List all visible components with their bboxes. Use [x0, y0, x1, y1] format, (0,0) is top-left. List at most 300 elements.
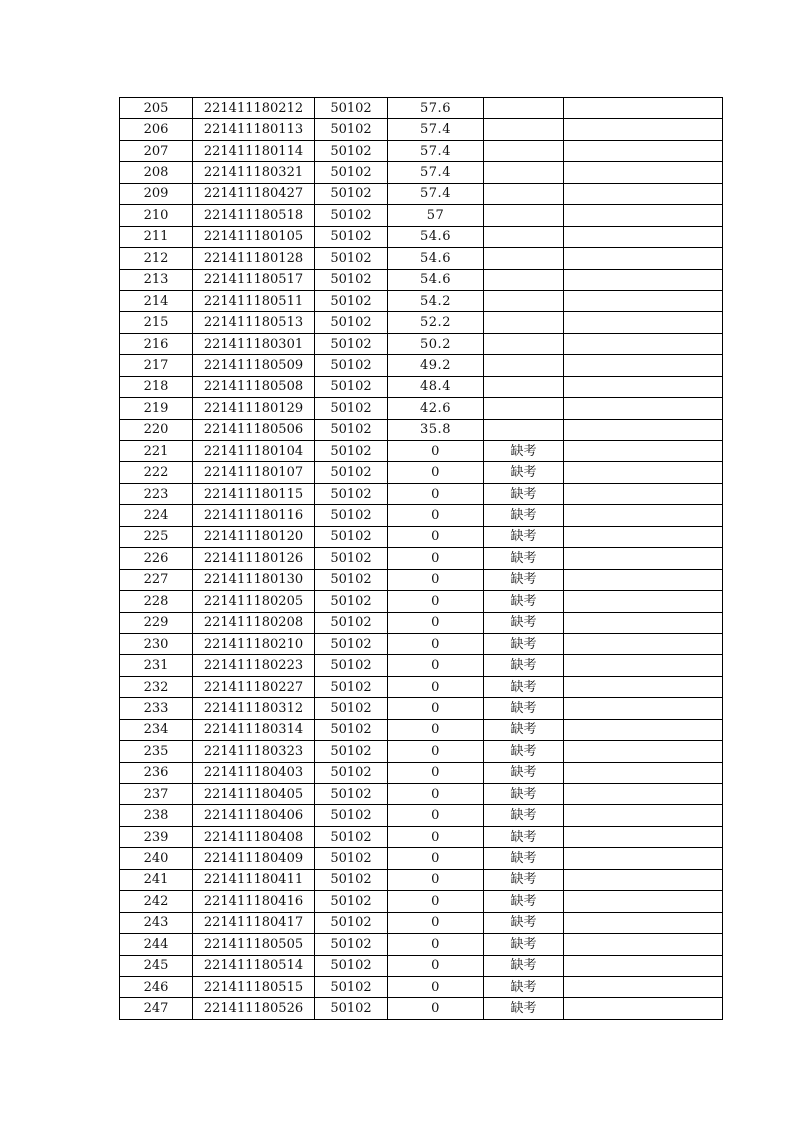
seq-number-cell: 216	[120, 333, 193, 354]
remark-cell: 缺考	[484, 655, 564, 676]
score-cell: 54.6	[388, 226, 484, 247]
remark-cell: 缺考	[484, 869, 564, 890]
candidate-id-cell: 221411180517	[193, 269, 315, 290]
score-cell: 0	[388, 741, 484, 762]
score-cell: 0	[388, 762, 484, 783]
remark-cell	[484, 419, 564, 440]
score-cell: 0	[388, 826, 484, 847]
table-row	[120, 826, 723, 847]
remark-cell: 缺考	[484, 741, 564, 762]
remark-cell	[484, 355, 564, 376]
exam-code-cell: 50102	[315, 719, 388, 740]
blank-cell	[564, 333, 723, 354]
blank-cell	[564, 869, 723, 890]
seq-number-cell: 219	[120, 398, 193, 419]
candidate-id-cell: 221411180417	[193, 912, 315, 933]
table-row	[120, 526, 723, 547]
exam-code-cell: 50102	[315, 826, 388, 847]
candidate-id-cell: 221411180411	[193, 869, 315, 890]
seq-number-cell: 237	[120, 784, 193, 805]
table-row	[120, 719, 723, 740]
blank-cell	[564, 741, 723, 762]
table-row	[120, 248, 723, 269]
score-table	[119, 97, 723, 1020]
remark-cell: 缺考	[484, 591, 564, 612]
candidate-id-cell: 221411180427	[193, 183, 315, 204]
candidate-id-cell: 221411180227	[193, 676, 315, 697]
exam-code-cell: 50102	[315, 869, 388, 890]
remark-cell: 缺考	[484, 505, 564, 526]
exam-code-cell: 50102	[315, 98, 388, 119]
exam-code-cell: 50102	[315, 569, 388, 590]
seq-number-cell: 223	[120, 483, 193, 504]
table-row	[120, 269, 723, 290]
score-cell: 0	[388, 998, 484, 1019]
seq-number-cell: 206	[120, 119, 193, 140]
seq-number-cell: 220	[120, 419, 193, 440]
remark-cell: 缺考	[484, 848, 564, 869]
blank-cell	[564, 762, 723, 783]
remark-cell	[484, 333, 564, 354]
exam-code-cell: 50102	[315, 333, 388, 354]
exam-code-cell: 50102	[315, 441, 388, 462]
score-cell: 42.6	[388, 398, 484, 419]
score-cell: 0	[388, 784, 484, 805]
remark-cell: 缺考	[484, 526, 564, 547]
exam-code-cell: 50102	[315, 140, 388, 161]
blank-cell	[564, 312, 723, 333]
seq-number-cell: 231	[120, 655, 193, 676]
remark-cell	[484, 290, 564, 311]
seq-number-cell: 225	[120, 526, 193, 547]
blank-cell	[564, 205, 723, 226]
score-cell: 0	[388, 548, 484, 569]
score-cell: 57	[388, 205, 484, 226]
seq-number-cell: 241	[120, 869, 193, 890]
seq-number-cell: 230	[120, 633, 193, 654]
candidate-id-cell: 221411180104	[193, 441, 315, 462]
table-row	[120, 183, 723, 204]
remark-cell: 缺考	[484, 633, 564, 654]
candidate-id-cell: 221411180405	[193, 784, 315, 805]
seq-number-cell: 233	[120, 698, 193, 719]
seq-number-cell: 238	[120, 805, 193, 826]
seq-number-cell: 232	[120, 676, 193, 697]
remark-cell	[484, 269, 564, 290]
table-row	[120, 569, 723, 590]
remark-cell	[484, 98, 564, 119]
exam-code-cell: 50102	[315, 248, 388, 269]
seq-number-cell: 243	[120, 912, 193, 933]
table-row	[120, 848, 723, 869]
blank-cell	[564, 290, 723, 311]
score-table-page	[119, 97, 716, 1020]
table-row	[120, 891, 723, 912]
table-row	[120, 869, 723, 890]
blank-cell	[564, 140, 723, 161]
blank-cell	[564, 998, 723, 1019]
table-row	[120, 333, 723, 354]
table-row	[120, 119, 723, 140]
seq-number-cell: 208	[120, 162, 193, 183]
score-cell: 0	[388, 569, 484, 590]
exam-code-cell: 50102	[315, 976, 388, 997]
score-cell: 0	[388, 869, 484, 890]
candidate-id-cell: 221411180120	[193, 526, 315, 547]
blank-cell	[564, 269, 723, 290]
score-cell: 57.6	[388, 98, 484, 119]
table-row	[120, 784, 723, 805]
seq-number-cell: 235	[120, 741, 193, 762]
score-cell: 0	[388, 676, 484, 697]
blank-cell	[564, 912, 723, 933]
table-row	[120, 698, 723, 719]
table-row	[120, 762, 723, 783]
candidate-id-cell: 221411180408	[193, 826, 315, 847]
seq-number-cell: 247	[120, 998, 193, 1019]
remark-cell: 缺考	[484, 762, 564, 783]
candidate-id-cell: 221411180526	[193, 998, 315, 1019]
blank-cell	[564, 934, 723, 955]
seq-number-cell: 214	[120, 290, 193, 311]
blank-cell	[564, 805, 723, 826]
table-row	[120, 976, 723, 997]
exam-code-cell: 50102	[315, 912, 388, 933]
exam-code-cell: 50102	[315, 848, 388, 869]
seq-number-cell: 211	[120, 226, 193, 247]
table-row	[120, 290, 723, 311]
remark-cell: 缺考	[484, 548, 564, 569]
remark-cell: 缺考	[484, 698, 564, 719]
score-cell: 49.2	[388, 355, 484, 376]
remark-cell	[484, 162, 564, 183]
remark-cell: 缺考	[484, 784, 564, 805]
score-cell: 0	[388, 891, 484, 912]
exam-code-cell: 50102	[315, 526, 388, 547]
seq-number-cell: 240	[120, 848, 193, 869]
table-row	[120, 741, 723, 762]
candidate-id-cell: 221411180210	[193, 633, 315, 654]
blank-cell	[564, 505, 723, 526]
seq-number-cell: 218	[120, 376, 193, 397]
table-row	[120, 805, 723, 826]
blank-cell	[564, 891, 723, 912]
seq-number-cell: 215	[120, 312, 193, 333]
exam-code-cell: 50102	[315, 741, 388, 762]
table-row	[120, 462, 723, 483]
exam-code-cell: 50102	[315, 784, 388, 805]
score-cell: 57.4	[388, 140, 484, 161]
table-row	[120, 162, 723, 183]
exam-code-cell: 50102	[315, 955, 388, 976]
candidate-id-cell: 221411180223	[193, 655, 315, 676]
score-cell: 0	[388, 591, 484, 612]
blank-cell	[564, 698, 723, 719]
score-cell: 0	[388, 976, 484, 997]
candidate-id-cell: 221411180129	[193, 398, 315, 419]
remark-cell	[484, 312, 564, 333]
score-cell: 50.2	[388, 333, 484, 354]
blank-cell	[564, 441, 723, 462]
table-row	[120, 226, 723, 247]
remark-cell: 缺考	[484, 976, 564, 997]
exam-code-cell: 50102	[315, 376, 388, 397]
table-row	[120, 312, 723, 333]
table-row	[120, 441, 723, 462]
remark-cell: 缺考	[484, 719, 564, 740]
score-cell: 35.8	[388, 419, 484, 440]
remark-cell: 缺考	[484, 483, 564, 504]
candidate-id-cell: 221411180113	[193, 119, 315, 140]
score-cell: 0	[388, 505, 484, 526]
candidate-id-cell: 221411180314	[193, 719, 315, 740]
remark-cell: 缺考	[484, 462, 564, 483]
table-row	[120, 912, 723, 933]
blank-cell	[564, 826, 723, 847]
table-row	[120, 998, 723, 1019]
blank-cell	[564, 548, 723, 569]
seq-number-cell: 244	[120, 934, 193, 955]
candidate-id-cell: 221411180511	[193, 290, 315, 311]
score-cell: 57.4	[388, 183, 484, 204]
blank-cell	[564, 976, 723, 997]
exam-code-cell: 50102	[315, 655, 388, 676]
exam-code-cell: 50102	[315, 183, 388, 204]
seq-number-cell: 239	[120, 826, 193, 847]
seq-number-cell: 209	[120, 183, 193, 204]
blank-cell	[564, 676, 723, 697]
exam-code-cell: 50102	[315, 998, 388, 1019]
score-cell: 0	[388, 612, 484, 633]
table-row	[120, 205, 723, 226]
blank-cell	[564, 612, 723, 633]
remark-cell: 缺考	[484, 826, 564, 847]
blank-cell	[564, 955, 723, 976]
candidate-id-cell: 221411180518	[193, 205, 315, 226]
score-cell: 0	[388, 483, 484, 504]
table-row	[120, 591, 723, 612]
blank-cell	[564, 483, 723, 504]
blank-cell	[564, 591, 723, 612]
remark-cell: 缺考	[484, 998, 564, 1019]
seq-number-cell: 242	[120, 891, 193, 912]
exam-code-cell: 50102	[315, 226, 388, 247]
blank-cell	[564, 355, 723, 376]
blank-cell	[564, 633, 723, 654]
score-cell: 0	[388, 934, 484, 955]
remark-cell	[484, 119, 564, 140]
score-cell: 0	[388, 633, 484, 654]
table-row	[120, 419, 723, 440]
exam-code-cell: 50102	[315, 483, 388, 504]
exam-code-cell: 50102	[315, 162, 388, 183]
exam-code-cell: 50102	[315, 633, 388, 654]
candidate-id-cell: 221411180130	[193, 569, 315, 590]
remark-cell: 缺考	[484, 569, 564, 590]
exam-code-cell: 50102	[315, 419, 388, 440]
exam-code-cell: 50102	[315, 934, 388, 955]
table-row	[120, 140, 723, 161]
seq-number-cell: 222	[120, 462, 193, 483]
score-cell: 0	[388, 655, 484, 676]
table-row	[120, 676, 723, 697]
candidate-id-cell: 221411180312	[193, 698, 315, 719]
seq-number-cell: 227	[120, 569, 193, 590]
seq-number-cell: 207	[120, 140, 193, 161]
blank-cell	[564, 398, 723, 419]
exam-code-cell: 50102	[315, 312, 388, 333]
blank-cell	[564, 183, 723, 204]
table-row	[120, 98, 723, 119]
exam-code-cell: 50102	[315, 355, 388, 376]
score-cell: 54.6	[388, 269, 484, 290]
seq-number-cell: 234	[120, 719, 193, 740]
remark-cell: 缺考	[484, 934, 564, 955]
candidate-id-cell: 221411180508	[193, 376, 315, 397]
seq-number-cell: 205	[120, 98, 193, 119]
blank-cell	[564, 376, 723, 397]
remark-cell: 缺考	[484, 805, 564, 826]
table-row	[120, 398, 723, 419]
blank-cell	[564, 569, 723, 590]
exam-code-cell: 50102	[315, 205, 388, 226]
exam-code-cell: 50102	[315, 891, 388, 912]
candidate-id-cell: 221411180107	[193, 462, 315, 483]
exam-code-cell: 50102	[315, 805, 388, 826]
exam-code-cell: 50102	[315, 548, 388, 569]
seq-number-cell: 228	[120, 591, 193, 612]
table-row	[120, 505, 723, 526]
table-row	[120, 955, 723, 976]
score-cell: 0	[388, 719, 484, 740]
candidate-id-cell: 221411180403	[193, 762, 315, 783]
exam-code-cell: 50102	[315, 505, 388, 526]
score-cell: 54.2	[388, 290, 484, 311]
table-row	[120, 548, 723, 569]
table-row	[120, 483, 723, 504]
candidate-id-cell: 221411180208	[193, 612, 315, 633]
exam-code-cell: 50102	[315, 698, 388, 719]
score-cell: 54.6	[388, 248, 484, 269]
candidate-id-cell: 221411180509	[193, 355, 315, 376]
exam-code-cell: 50102	[315, 398, 388, 419]
remark-cell	[484, 248, 564, 269]
candidate-id-cell: 221411180416	[193, 891, 315, 912]
candidate-id-cell: 221411180323	[193, 741, 315, 762]
table-row	[120, 655, 723, 676]
score-cell: 48.4	[388, 376, 484, 397]
remark-cell	[484, 226, 564, 247]
exam-code-cell: 50102	[315, 290, 388, 311]
score-cell: 0	[388, 441, 484, 462]
candidate-id-cell: 221411180406	[193, 805, 315, 826]
remark-cell	[484, 376, 564, 397]
table-row	[120, 934, 723, 955]
candidate-id-cell: 221411180105	[193, 226, 315, 247]
seq-number-cell: 229	[120, 612, 193, 633]
blank-cell	[564, 784, 723, 805]
seq-number-cell: 210	[120, 205, 193, 226]
score-cell: 57.4	[388, 119, 484, 140]
blank-cell	[564, 226, 723, 247]
score-table-body	[120, 98, 723, 1020]
score-cell: 0	[388, 526, 484, 547]
blank-cell	[564, 162, 723, 183]
seq-number-cell: 224	[120, 505, 193, 526]
blank-cell	[564, 526, 723, 547]
blank-cell	[564, 98, 723, 119]
exam-code-cell: 50102	[315, 462, 388, 483]
remark-cell	[484, 183, 564, 204]
candidate-id-cell: 221411180505	[193, 934, 315, 955]
remark-cell	[484, 398, 564, 419]
blank-cell	[564, 419, 723, 440]
score-cell: 0	[388, 805, 484, 826]
seq-number-cell: 221	[120, 441, 193, 462]
blank-cell	[564, 719, 723, 740]
exam-code-cell: 50102	[315, 591, 388, 612]
table-row	[120, 376, 723, 397]
remark-cell: 缺考	[484, 676, 564, 697]
blank-cell	[564, 248, 723, 269]
seq-number-cell: 212	[120, 248, 193, 269]
remark-cell	[484, 205, 564, 226]
score-cell: 0	[388, 955, 484, 976]
score-cell: 57.4	[388, 162, 484, 183]
candidate-id-cell: 221411180513	[193, 312, 315, 333]
candidate-id-cell: 221411180212	[193, 98, 315, 119]
candidate-id-cell: 221411180515	[193, 976, 315, 997]
blank-cell	[564, 119, 723, 140]
blank-cell	[564, 655, 723, 676]
seq-number-cell: 236	[120, 762, 193, 783]
candidate-id-cell: 221411180116	[193, 505, 315, 526]
candidate-id-cell: 221411180506	[193, 419, 315, 440]
candidate-id-cell: 221411180301	[193, 333, 315, 354]
seq-number-cell: 217	[120, 355, 193, 376]
candidate-id-cell: 221411180409	[193, 848, 315, 869]
candidate-id-cell: 221411180205	[193, 591, 315, 612]
score-cell: 0	[388, 912, 484, 933]
table-row	[120, 355, 723, 376]
remark-cell: 缺考	[484, 441, 564, 462]
score-cell: 52.2	[388, 312, 484, 333]
candidate-id-cell: 221411180126	[193, 548, 315, 569]
score-cell: 0	[388, 848, 484, 869]
table-row	[120, 612, 723, 633]
seq-number-cell: 246	[120, 976, 193, 997]
candidate-id-cell: 221411180321	[193, 162, 315, 183]
remark-cell: 缺考	[484, 612, 564, 633]
remark-cell	[484, 140, 564, 161]
blank-cell	[564, 848, 723, 869]
table-row	[120, 633, 723, 654]
exam-code-cell: 50102	[315, 612, 388, 633]
candidate-id-cell: 221411180115	[193, 483, 315, 504]
remark-cell: 缺考	[484, 891, 564, 912]
remark-cell: 缺考	[484, 955, 564, 976]
exam-code-cell: 50102	[315, 762, 388, 783]
score-cell: 0	[388, 698, 484, 719]
score-cell: 0	[388, 462, 484, 483]
exam-code-cell: 50102	[315, 676, 388, 697]
candidate-id-cell: 221411180114	[193, 140, 315, 161]
exam-code-cell: 50102	[315, 119, 388, 140]
exam-code-cell: 50102	[315, 269, 388, 290]
seq-number-cell: 245	[120, 955, 193, 976]
seq-number-cell: 213	[120, 269, 193, 290]
candidate-id-cell: 221411180128	[193, 248, 315, 269]
